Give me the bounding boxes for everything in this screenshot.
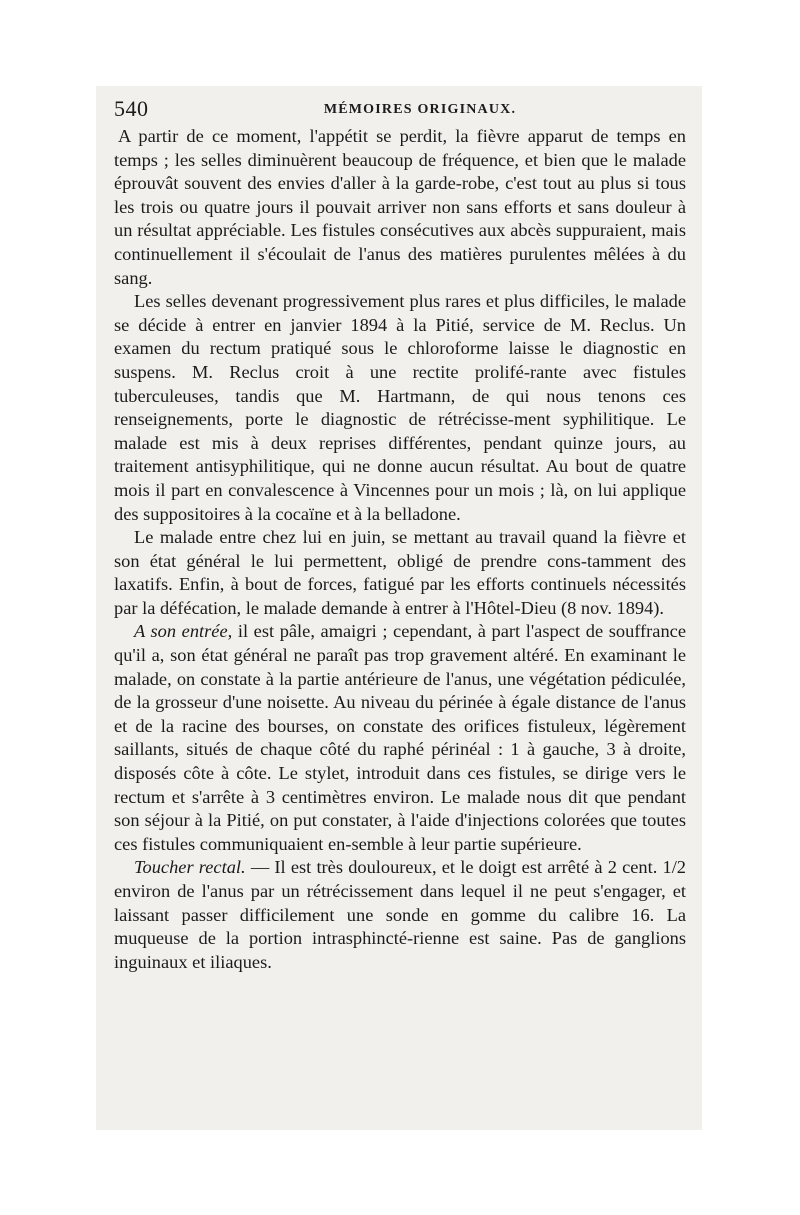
page-header xyxy=(114,96,686,122)
paragraph-text: Les selles devenant progressivement plus rares et plus difficiles, le malade se décide à entrer en janvier 1894 à la Pitié, service de M. Reclus. Un examen du rectum pratiqué sous le chloroforme laisse le diagnostic en suspens. M. Reclus croit à une rectite prolifé-rante avec fistules tuberculeuses, tandis que M. Hartmann, de qui nous tenons ces renseignements, porte le diagnostic de rétrécisse-ment syphilitique. Le malade est mis à deux reprises différentes, pendant quinze jours, au traitement antisyphilitique, qui ne donne aucun résultat. Au bout de quatre mois il part en convalescence à Vincennes pour un mois ; là, on lui applique des suppositoires à la cocaïne et à la belladone. xyxy=(114,291,686,524)
body-text xyxy=(114,125,686,974)
paragraph-text: A partir de ce moment, l'appétit se perdit, la fièvre apparut de temps en temps ; les selles diminuèrent beaucoup de fréquence, et bien que le malade éprouvât souvent des envies d'aller à la garde-robe, c'est tout au plus si tous les trois ou quatre jours il pouvait arriver non sans efforts et sans douleur à un résultat appréciable. Les fistules consécutives aux abcès suppuraient, mais continuellement il s'écoulait de l'anus des matières purulentes mêlées à du sang. xyxy=(114,126,686,288)
paragraph-text: — Il est très douloureux, et le doigt est arrêté à 2 cent. 1/2 environ de l'anus par un rétrécissement dans lequel il ne peut s'engager, et laissant passer difficilement une sonde en gomme du calibre 16. La muqueuse de la portion intrasphincté-rienne est saine. Pas de ganglions inguinaux et iliaques. xyxy=(114,857,686,972)
paragraph-text: Le malade entre chez lui en juin, se mettant au travail quand la fièvre et son état général le lui permettent, obligé de prendre cons-tamment des laxatifs. Enfin, à bout de forces, fatigué par les efforts continuels nécessités par la défécation, le malade demande à entrer à l'Hôtel-Dieu (8 nov. 1894). xyxy=(114,527,686,618)
paragraph-lead-italic: Toucher rectal. xyxy=(134,857,246,878)
page-number: 540 xyxy=(114,96,149,121)
paragraph xyxy=(114,290,686,526)
paragraph xyxy=(114,620,686,856)
paragraph-text: il est pâle, amaigri ; cependant, à part l'aspect de souffrance qu'il a, son état général ne paraît pas trop gravement altéré. En examinant le malade, on constate à la partie antérieure de l'anus, une végétation pédiculée, de la grosseur d'une noisette. Au niveau du périnée à égale distance de l'anus et de la racine des bourses, on constate des orifices fistuleux, légèrement saillants, situés de chaque côté du raphé périnéal : 1 à gauche, 3 à droite, disposés côte à côte. Le stylet, introduit dans ces fistules, se dirige vers le rectum et s'arrête à 3 centimètres environ. Le malade nous dit que pendant son séjour à la Pitié, on put constater, à l'aide d'injections colorées que toutes ces fistules communiquaient en-semble à leur partie supérieure. xyxy=(114,621,686,854)
paragraph xyxy=(114,856,686,974)
running-head: MÉMOIRES ORIGINAUX. xyxy=(323,102,517,117)
paragraph xyxy=(114,526,686,620)
paragraph-lead-italic: A son entrée, xyxy=(134,621,233,642)
paragraph xyxy=(114,125,686,290)
